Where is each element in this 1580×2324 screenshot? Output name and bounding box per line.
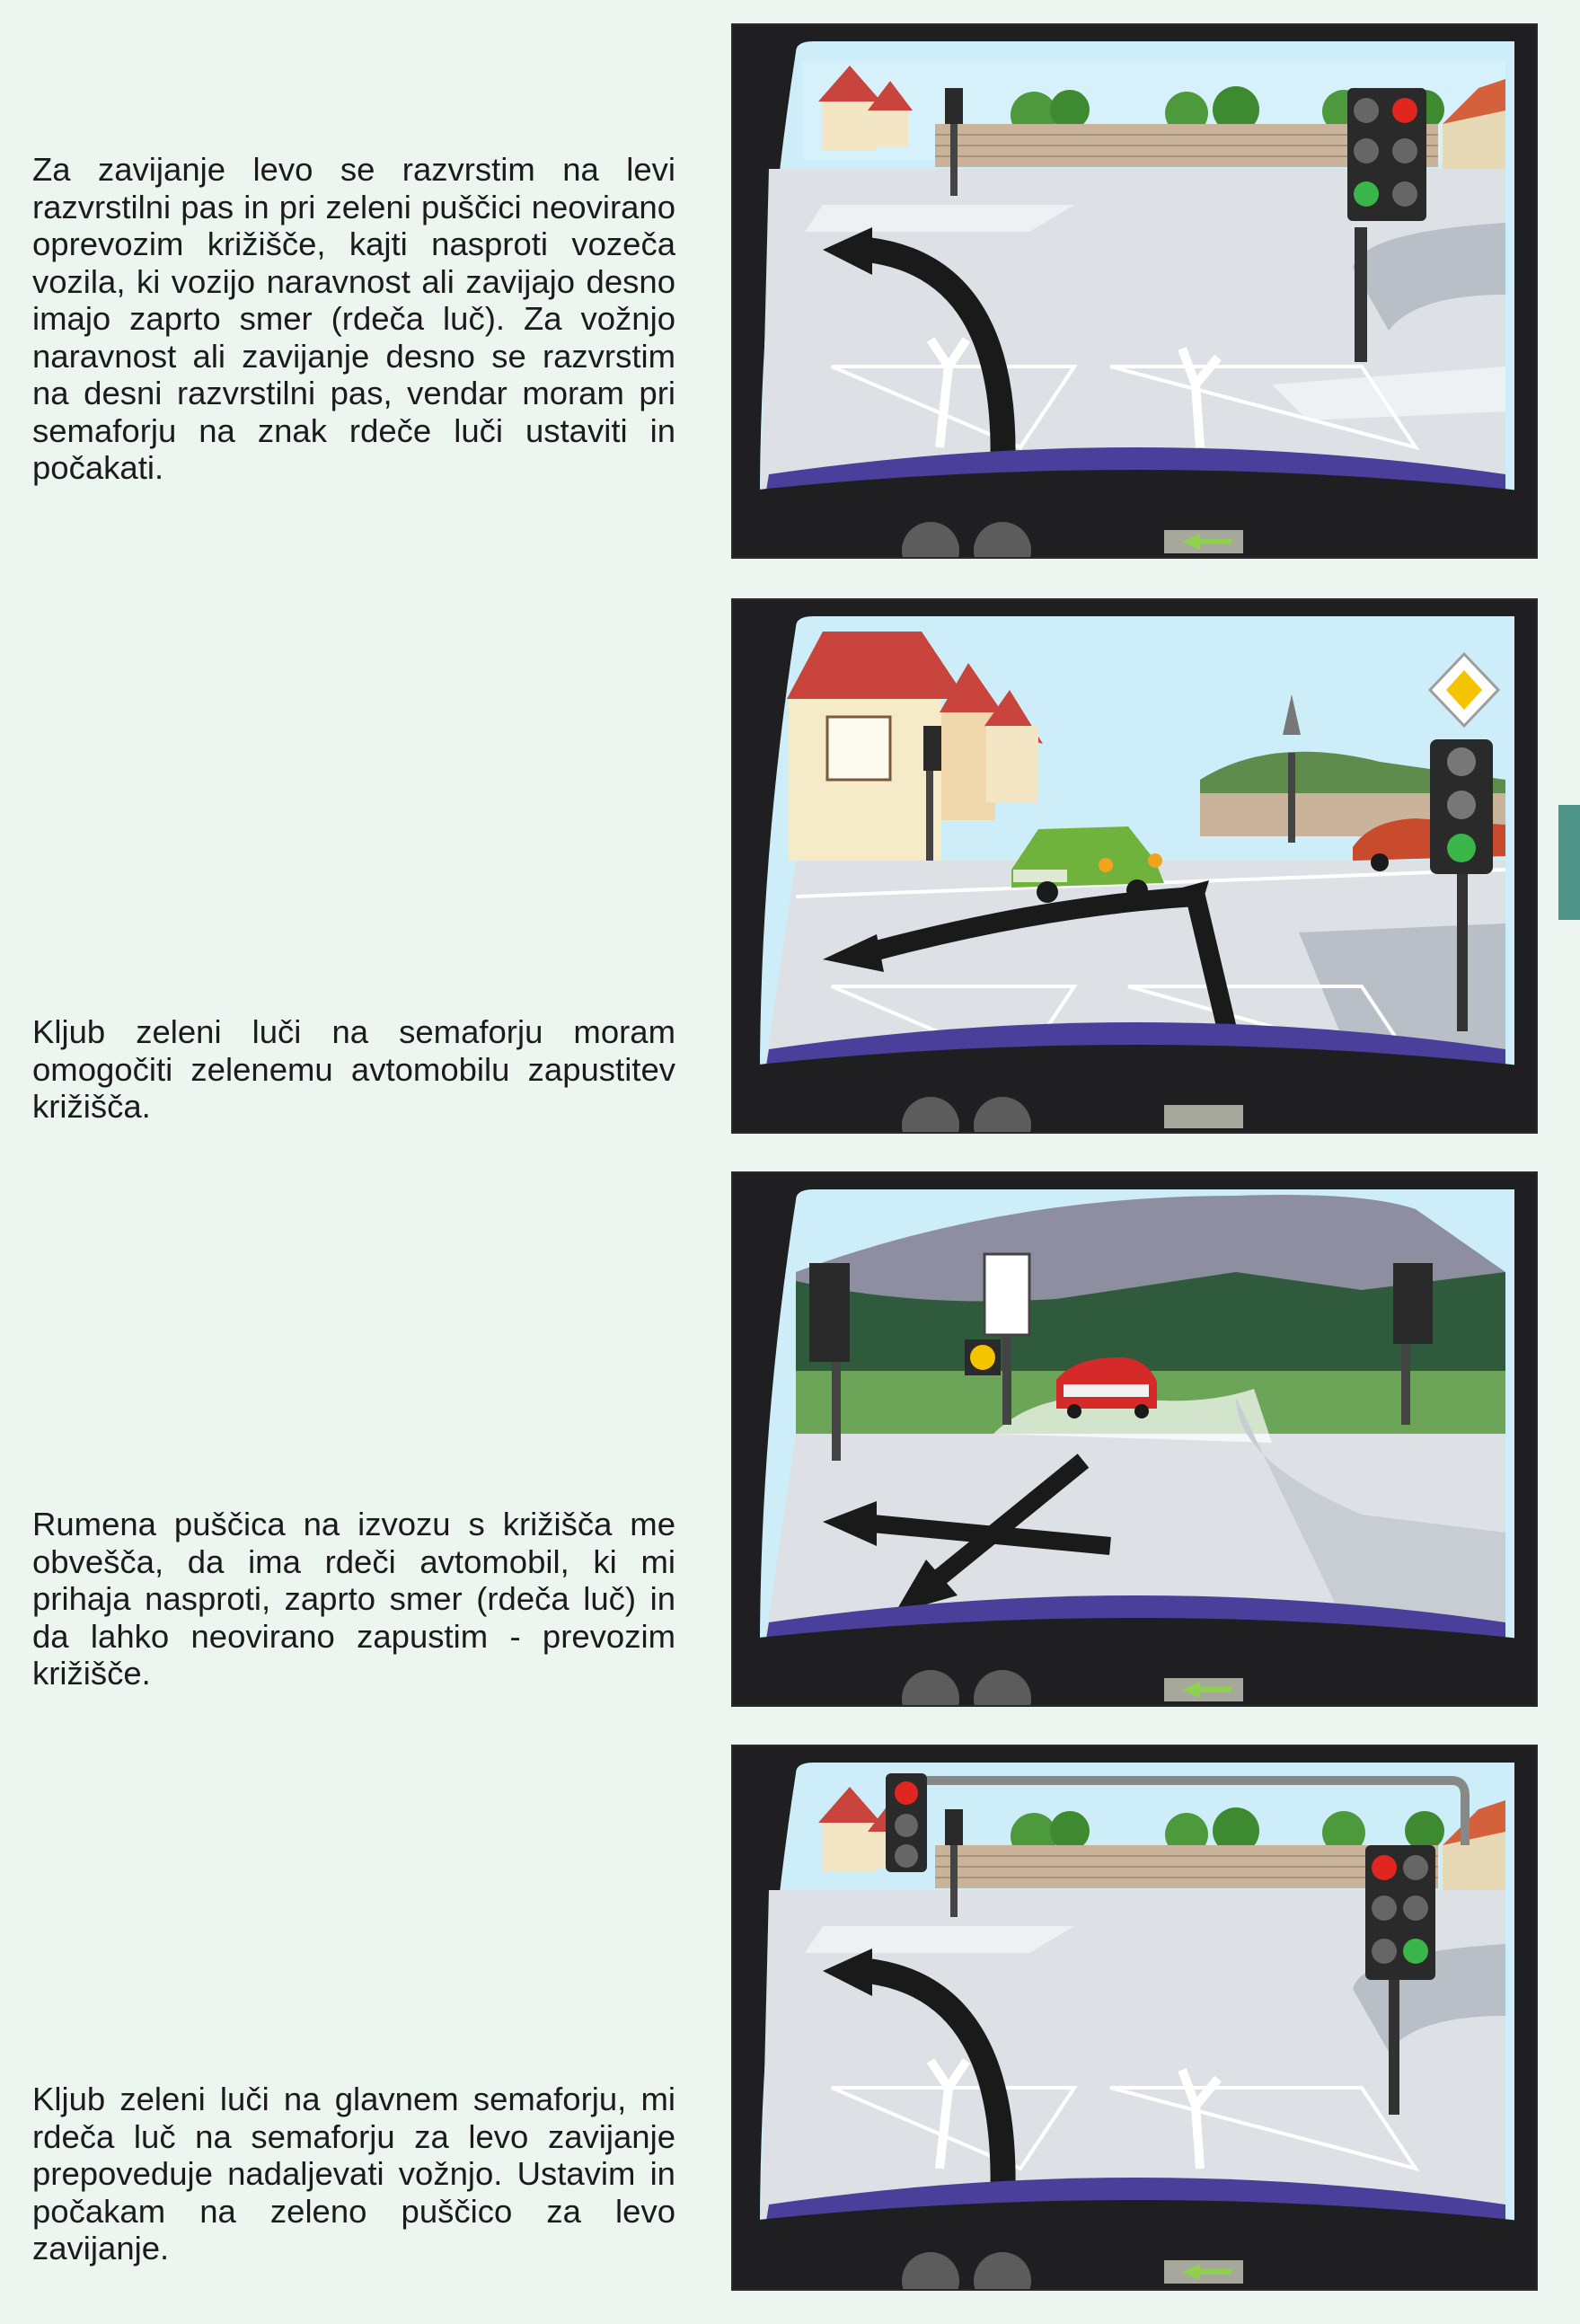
paragraph-red-left-arrow: Kljub zeleni luči na glavnem semaforju, mi rdeča luč na semaforju za levo zavijanje prepoveduje nadaljevati vožnjo. Ustavim in počakam na zeleno puščico za levo zavijanje. bbox=[32, 2081, 675, 2267]
paragraph-yellow-arrow: Rumena puščica na izvozu s križišča me obvešča, da ima rdeči avtomobil, ki mi prihaja nasproti, zaprto smer (rdeča luč) in da lahko neovirano zapustim - prevozim križišče. bbox=[32, 1506, 675, 1692]
illustration-intersection-yield-green-car bbox=[733, 600, 1536, 1132]
illustration-intersection-left-green-arrow bbox=[733, 25, 1536, 557]
illustration-intersection-yellow-arrow-exit bbox=[733, 1173, 1536, 1705]
illustration-intersection-left-red-arrow bbox=[733, 1746, 1536, 2289]
paragraph-left-turn-green-arrow: Za zavijanje levo se razvrstim na levi razvrstilni pas in pri zeleni puščici neovirano oprevozim križišče, kajti nasproti vozeča vozila, ki vozijo naravnost ali zavijajo desno imajo zaprto smer (rdeča luč). Za vožnjo naravnost ali zavijanje desno se razvrstim na desni razvrstilni pas, vendar moram pri semaforju na znak rdeče luči ustaviti in počakati. bbox=[32, 151, 675, 486]
chapter-tab bbox=[1558, 805, 1580, 920]
paragraph-yield-green-car: Kljub zeleni luči na semaforju moram omogočiti zelenemu avtomobilu zapustitev križišča. bbox=[32, 1013, 675, 1125]
